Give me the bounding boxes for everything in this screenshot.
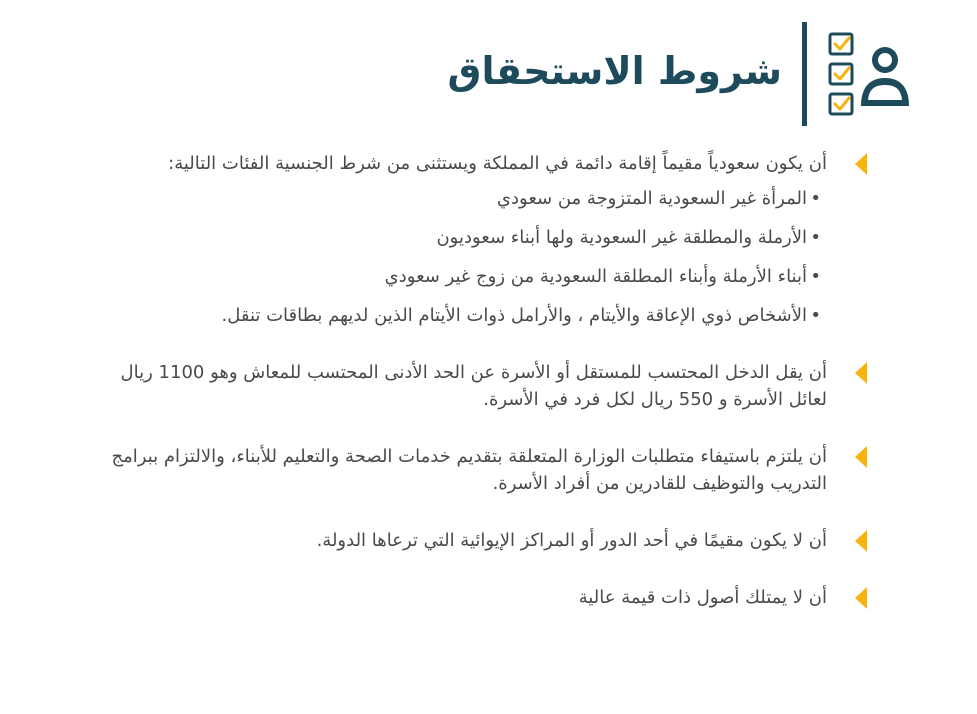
condition-text: أن يكون سعودياً مقيماً إقامة دائمة في المملكة ويستثنى من شرط الجنسية الفئات التالية: bbox=[168, 153, 827, 174]
condition-text: أن يلتزم باستيفاء متطلبات الوزارة المتعلقة بتقديم خدمات الصحة والتعليم للأبناء، والالتزام ببرامج التدريب والتوظيف للقادرين من أفراد الأسرة. bbox=[111, 446, 827, 494]
header-divider bbox=[802, 22, 807, 126]
sub-item: • الأرملة والمطلقة غير السعودية ولها أبناء سعوديون bbox=[87, 224, 807, 251]
condition-text: أن لا يكون مقيمًا في أحد الدور أو المراكز الإيوائية التي ترعاها الدولة. bbox=[316, 530, 827, 551]
bullet-arrow-icon bbox=[855, 530, 867, 552]
condition-item bbox=[87, 150, 827, 329]
condition-text: أن يقل الدخل المحتسب للمستقل أو الأسرة عن الحد الأدنى المحتسب للمعاش وهو 1100 ريال لعائل الأسرة و 550 ريال لكل فرد في الأسرة. bbox=[120, 362, 827, 410]
sub-item: • أبناء الأرملة وأبناء المطلقة السعودية من زوج غير سعودي bbox=[87, 263, 807, 290]
condition-item bbox=[87, 443, 827, 497]
condition-item bbox=[87, 359, 827, 413]
conditions-list bbox=[87, 150, 827, 611]
dot-icon: • bbox=[810, 305, 821, 326]
page-title: شروط الاستحقاق bbox=[447, 49, 782, 93]
bullet-arrow-icon bbox=[855, 587, 867, 609]
bullet-arrow-icon bbox=[855, 362, 867, 384]
bullet-arrow-icon bbox=[855, 153, 867, 175]
sub-item: • المرأة غير السعودية المتزوجة من سعودي bbox=[87, 185, 807, 212]
dot-icon: • bbox=[810, 188, 821, 209]
condition-text: أن لا يمتلك أصول ذات قيمة عالية bbox=[578, 587, 827, 608]
nationality-exceptions-list bbox=[87, 185, 827, 329]
sub-item: • الأشخاص ذوي الإعاقة والأيتام ، والأرامل ذوات الأيتام الذين لديهم بطاقات تنقل. bbox=[87, 302, 807, 329]
bullet-arrow-icon bbox=[855, 446, 867, 468]
header bbox=[447, 22, 915, 126]
condition-item bbox=[87, 527, 827, 554]
dot-icon: • bbox=[810, 227, 821, 248]
eligibility-checklist-icon bbox=[827, 28, 915, 120]
dot-icon: • bbox=[810, 266, 821, 287]
condition-item bbox=[87, 584, 827, 611]
